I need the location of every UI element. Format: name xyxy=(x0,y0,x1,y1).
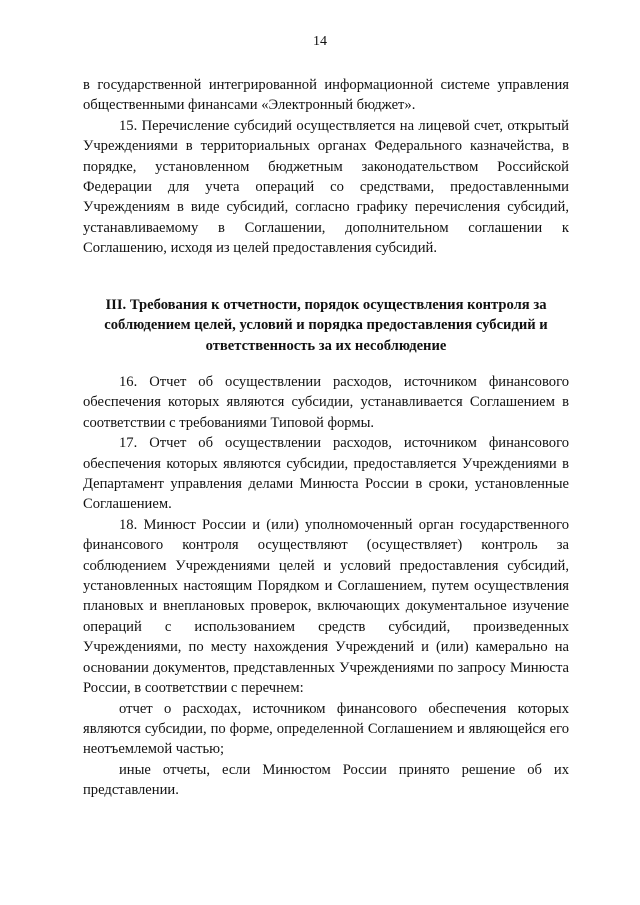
list-item-report: отчет о расходах, источником финансового обеспечения которых являются субсидии, по форме, определенной Соглашением и являющейся его неотъемлемой частью; xyxy=(83,700,569,758)
list-item-other-reports: иные отчеты, если Минюстом России принято решение об их представлении. xyxy=(83,761,569,799)
paragraph-17: 17. Отчет об осуществлении расходов, источником финансового обеспечения которых являются субсидии, предоставляется Учреждениями в Департамент управления делами Минюста России в сроки, установленные Соглашением. xyxy=(83,435,569,513)
page-number: 14 xyxy=(313,34,327,49)
section-heading: III. Требования к отчетности, порядок осуществления контроля за соблюдением целей, условий и порядка предоставления субсидий и ответственность за их несоблюдение xyxy=(104,297,548,354)
paragraph-18: 18. Минюст России и (или) уполномоченный орган государственного финансового контроля осуществляют (осуществляет) контроль за соблюдением Учреждениями целей и условий предоставления субсидий, установленных настоящим Порядком и Соглашением, путем осуществления плановых и внеплановых проверок, включающих документальное изучение операций с использованием средств субсидий, произведенных Учреждениями, по месту нахождения Учреждений и (или) камерально на основании документов, представленных Учреждениями по запросу Минюста России, в соответствии с перечнем: xyxy=(83,516,569,697)
paragraph-15: 15. Перечисление субсидий осуществляется на лицевой счет, открытый Учреждениями в территориальных органах Федерального казначейства, в порядке, установленном бюджетным законодательством Российской Федерации для учета операций со средствами, предоставленными Учреждениям в виде субсидий, согласно графику перечисления субсидий, устанавливаемому в Соглашении, дополнительном соглашении к Соглашению, исходя из целей предоставления субсидий. xyxy=(83,117,569,257)
section-body xyxy=(83,372,569,801)
paragraph-16: 16. Отчет об осуществлении расходов, источником финансового обеспечения которых являются субсидии, устанавливается Соглашением в соответствии с требованиями Типовой формы. xyxy=(83,374,569,431)
intro-paragraph: в государственной интегрированной информационной системе управления общественными финансами «Электронный бюджет». xyxy=(83,77,569,114)
top-text-block xyxy=(83,75,569,259)
